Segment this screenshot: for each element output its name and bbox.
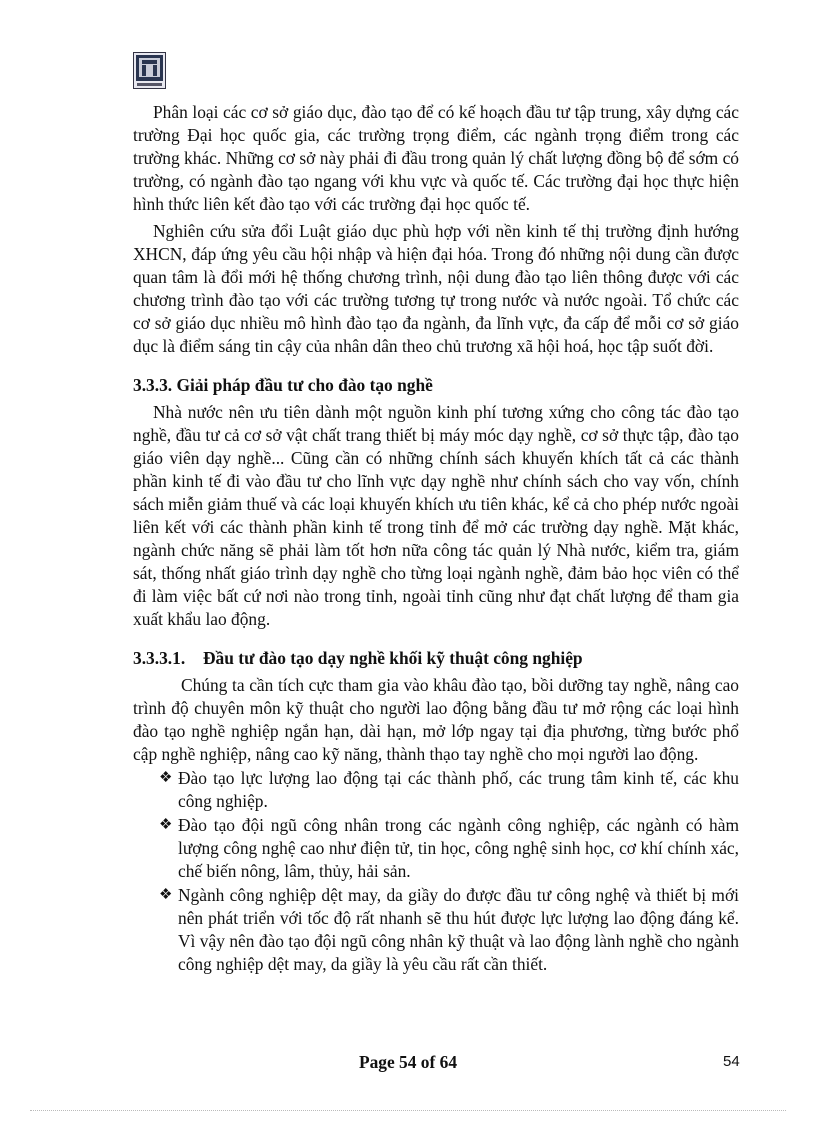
paragraph: Phân loại các cơ sở giáo dục, đào tạo để có kế hoạch đầu tư tập trung, xây dựng các trường Đại học quốc gia, các trường trọng điểm, các ngành trọng điểm trong các trường khác. Những cơ sở này phải đi đầu trong quản lý chất lượng đồng bộ để sớm có trường, có ngành đào tạo ngang với khu vực và quốc tế. Các trường đại học thực hiện hình thức liên kết đào tạo với các trường đại học quốc tế.	[133, 102, 739, 214]
page-number: 54	[723, 1053, 740, 1070]
paragraph: Nghiên cứu sửa đổi Luật giáo dục phù hợp với nền kinh tế thị trường định hướng XHCN, đáp ứng yêu cầu hội nhập và hiện đại hóa. Trong đó những nội dung cần được quan tâm là đổi mới hệ thống chương trình, nội dung đào tạo liên thông được với các chương trình đào tạo với các trường tương tự trong nước và nước ngoài. Tổ chức các cơ sở giáo dục nhiều mô hình đào tạo đa ngành, đa lĩnh vực, đa cấp để mỗi cơ sở giáo dục là điểm sáng tin cậy của nhân dân theo chủ trương xã hội hoá, học tập suốt đời.	[133, 221, 739, 356]
document-body	[133, 101, 739, 976]
section-heading: 3.3.3. Giải pháp đầu tư cho đào tạo nghề	[133, 375, 433, 395]
paragraph: Chúng ta cần tích cực tham gia vào khâu đào tạo, bồi dưỡng tay nghề, nâng cao trình độ chuyên môn kỹ thuật cho người lao động bằng đầu tư mở rộng các loại hình đào tạo nghề nghiệp ngắn hạn, dài hạn, mở lớp ngay tại địa phương, từng bước phổ cập nghề nghiệp, nâng cao kỹ năng, thành thạo tay nghề cho mọi người lao động.	[133, 675, 739, 764]
page-divider	[30, 1110, 786, 1111]
list-item: ❖ Đào tạo đội ngũ công nhân trong các ngành công nghiệp, các ngành có hàm lượng công nghệ cao như điện tử, tin học, công nghệ sinh học, cơ khí chính xác, chế biến nông, lâm, thủy, hải sản.	[159, 815, 739, 881]
subsection-number: 3.3.3.1.	[133, 648, 186, 668]
subsection-title: Đầu tư đào tạo dạy nghề khối kỹ thuật công nghiệp	[203, 648, 583, 668]
diamond-bullet-icon: ❖	[159, 887, 173, 903]
bullet-list	[133, 767, 739, 976]
paragraph: Nhà nước nên ưu tiên dành một nguồn kinh phí tương xứng cho công tác đào tạo nghề, đầu tư cả cơ sở vật chất trang thiết bị máy móc dạy nghề, cơ sở thực tập, đào tạo giáo viên dạy nghề... Cũng cần có những chính sách khuyến khích tất cả các thành phần kinh tế đi vào đầu tư cho lĩnh vực dạy nghề như chính sách cho vay vốn, chính sách miễn giảm thuế và các loại khuyến khích ưu tiên khác, kể cả cho phép nước ngoài liên kết với các thành phần kinh tế trong tỉnh để mở các trường dạy nghề. Mặt khác, ngành chức năng sẽ phải làm tốt hơn nữa công tác quản lý Nhà nước, kiểm tra, giám sát, thống nhất giáo trình dạy nghề cho từng loại ngành nghề, đảm bảo học viên có thể đi làm việc bất cứ nơi nào trong tỉnh, ngoài tỉnh cũng như đạt chất lượng để tham gia xuất khẩu lao động.	[133, 402, 739, 629]
subsection-heading	[133, 647, 739, 670]
page-footer-label: Page 54 of 64	[358, 1052, 458, 1072]
diamond-bullet-icon: ❖	[159, 770, 173, 786]
diamond-bullet-icon: ❖	[159, 817, 173, 833]
book-logo-icon	[133, 52, 166, 89]
list-item: ❖ Đào tạo lực lượng lao động tại các thành phố, các trung tâm kinh tế, các khu công nghiệp.	[159, 768, 739, 811]
list-item: ❖ Ngành công nghiệp dệt may, da giầy do được đầu tư công nghệ và thiết bị mới nên phát triển với tốc độ rất nhanh sẽ thu hút được lực lượng lao động đáng kể. Vì vậy nên đào tạo đội ngũ công nhân kỹ thuật và lao động lành nghề cho ngành công nghiệp dệt may, da giầy là yêu cầu rất cần thiết.	[159, 885, 739, 974]
